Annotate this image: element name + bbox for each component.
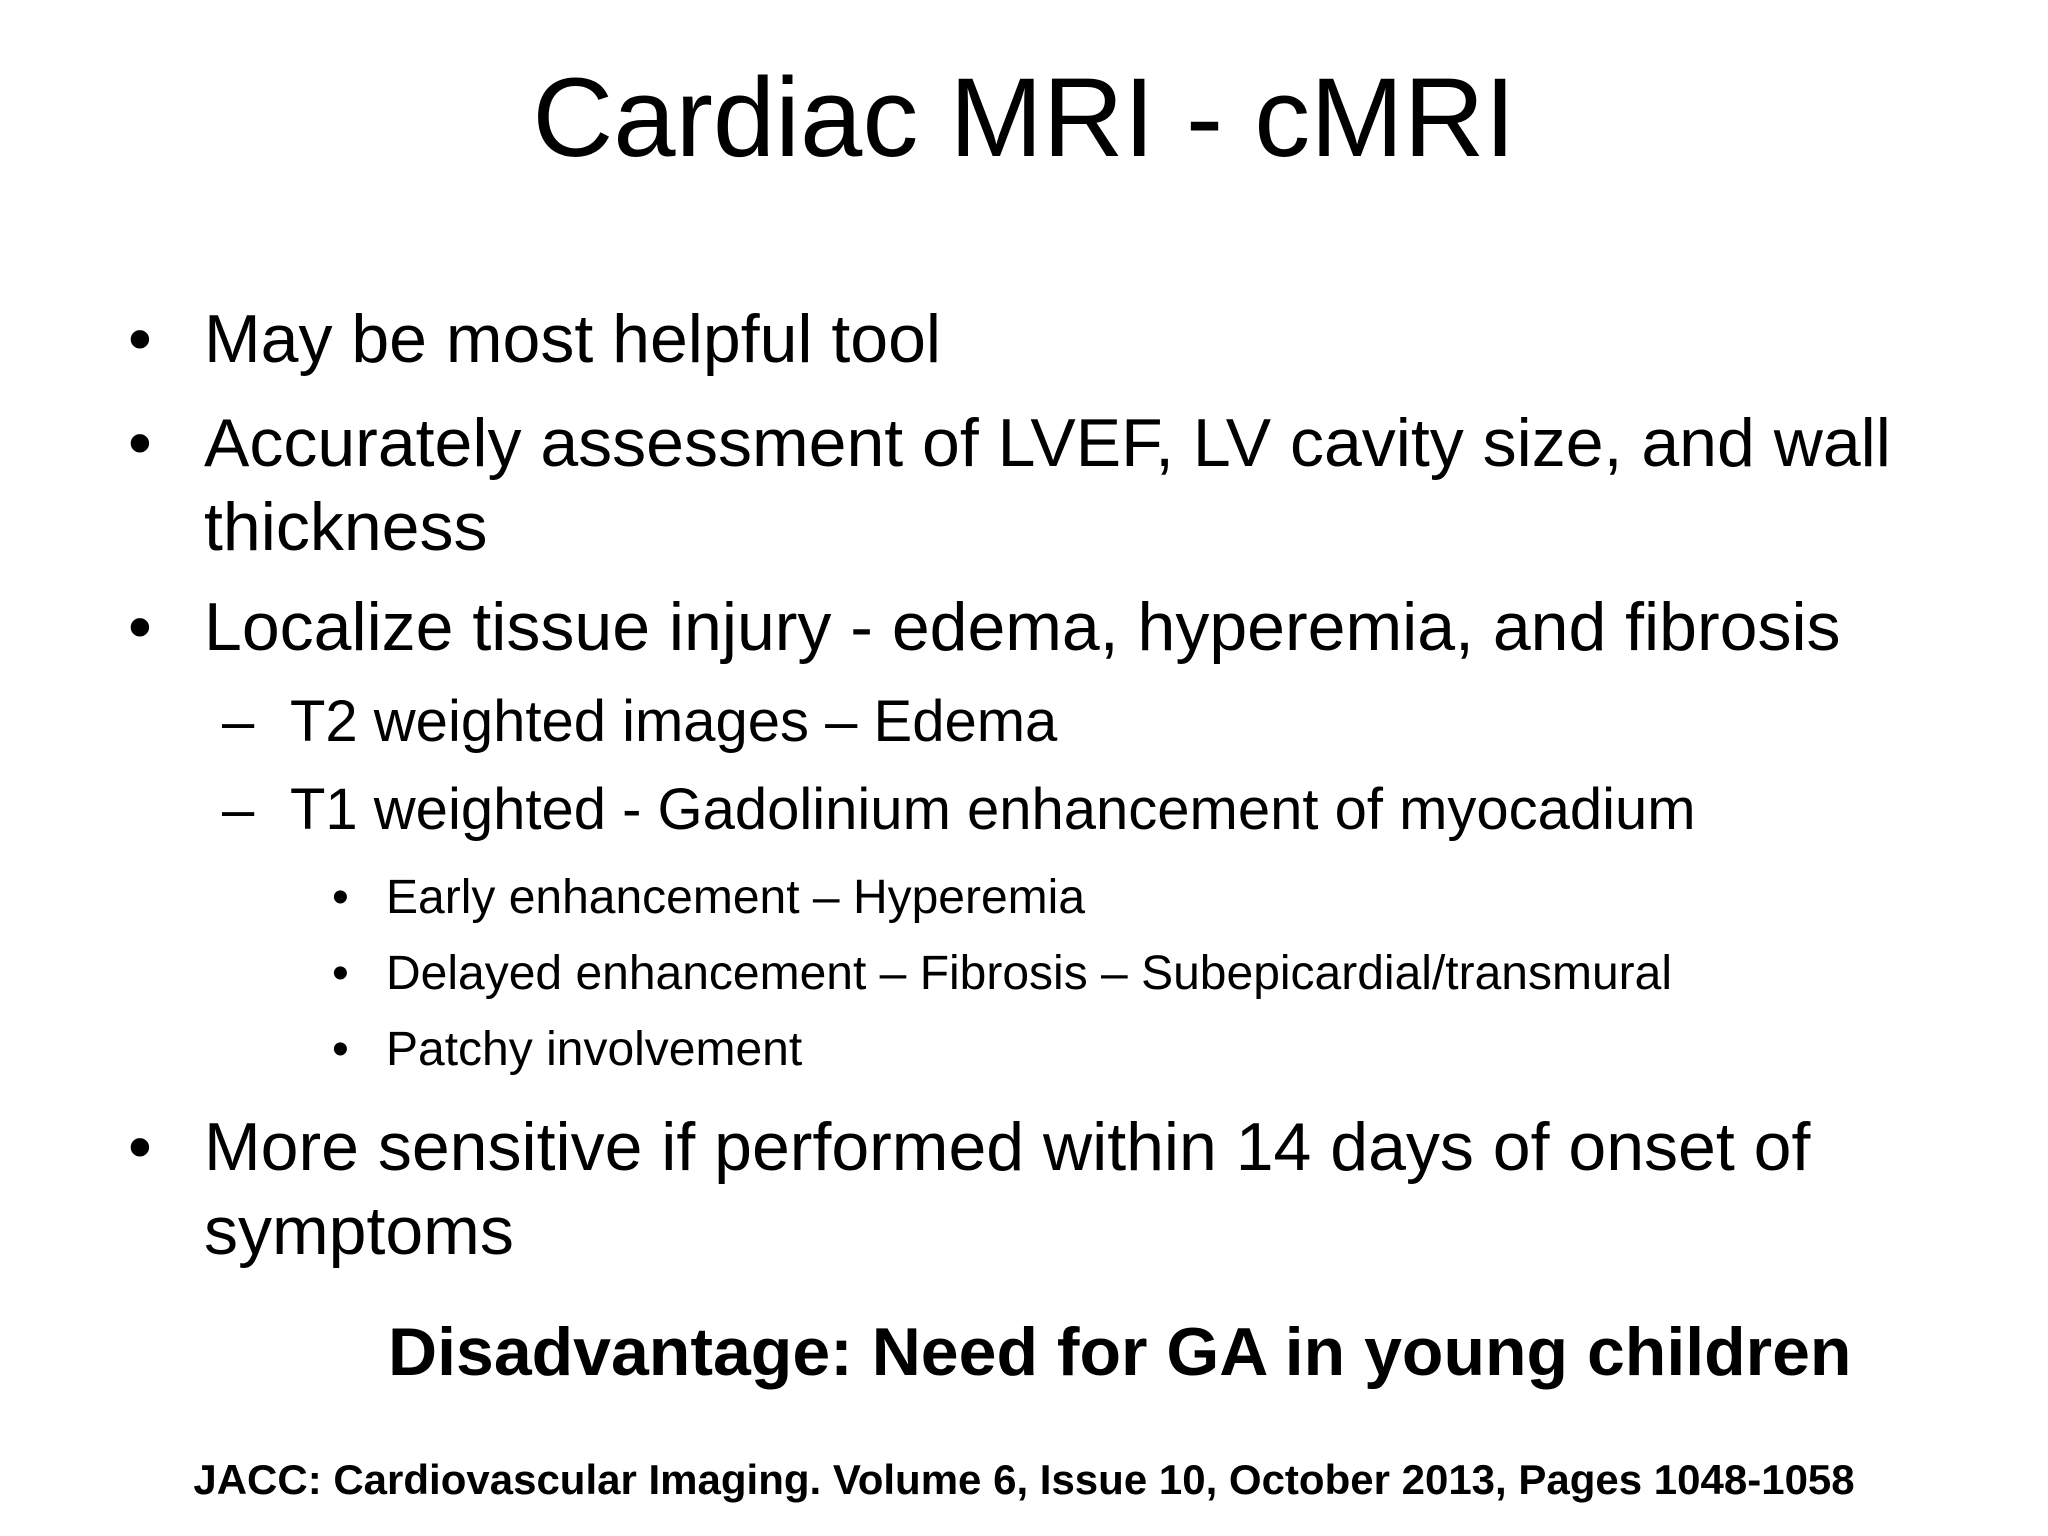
sub-bullet-marker: – (222, 777, 255, 842)
sub-sub-bullet-marker: • (332, 947, 349, 1000)
bullet-text: Accurately assessment of LVEF, LV cavity size, and wall (204, 405, 1891, 481)
bullet-text: May be most helpful tool (204, 301, 942, 377)
sub-bullet-text: T1 weighted - Gadolinium enhancement of myocadium (290, 777, 1696, 842)
bullet-text-continued: thickness (204, 489, 488, 565)
sub-sub-bullet-marker: • (332, 871, 349, 924)
bullet-marker: • (128, 301, 152, 377)
sub-sub-bullet-item (332, 870, 1982, 930)
sub-bullet-item (222, 776, 1972, 846)
sub-sub-bullet-text: Early enhancement – Hyperemia (386, 871, 1086, 924)
bullet-item (128, 588, 1978, 668)
bullet-text: Localize tissue injury - edema, hyperemia, and fibrosis (204, 589, 1841, 665)
disadvantage-callout: Disadvantage: Need for GA in young children (388, 1314, 1852, 1390)
bullet-item (128, 404, 1978, 564)
citation: JACC: Cardiovascular Imaging. Volume 6, Issue 10, October 2013, Pages 1048-1058 (193, 1456, 1855, 1503)
sub-sub-bullet-item (332, 1022, 1982, 1082)
bullet-text-continued: symptoms (204, 1193, 514, 1269)
bullet-marker: • (128, 1109, 152, 1185)
bullet-item (128, 1108, 1978, 1268)
sub-sub-bullet-text: Delayed enhancement – Fibrosis – Subepicardial/transmural (386, 947, 1673, 1000)
bullet-marker: • (128, 405, 152, 481)
bullet-text: More sensitive if performed within 14 days of onset of (204, 1109, 1811, 1185)
sub-sub-bullet-marker: • (332, 1023, 349, 1076)
sub-sub-bullet-item (332, 946, 1982, 1006)
bullet-marker: • (128, 589, 152, 665)
sub-bullet-text: T2 weighted images – Edema (290, 689, 1058, 754)
bullet-item (128, 300, 1978, 380)
sub-bullet-marker: – (222, 689, 255, 754)
sub-sub-bullet-text: Patchy involvement (386, 1023, 803, 1076)
slide-title: Cardiac MRI - cMRI (532, 55, 1516, 180)
sub-bullet-item (222, 688, 1972, 758)
